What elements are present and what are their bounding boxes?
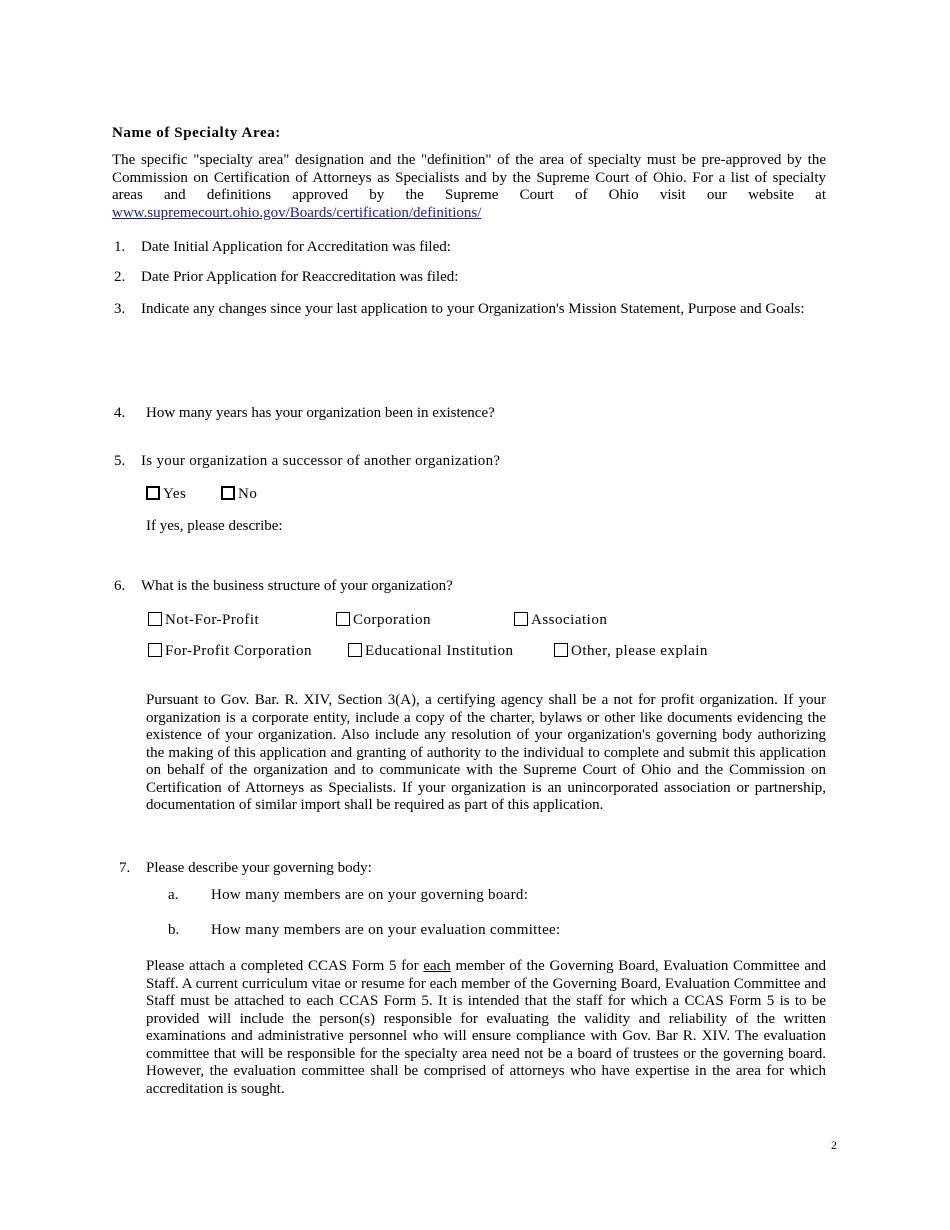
q5-no-label: No — [238, 486, 258, 502]
q5-number: 5. — [114, 453, 126, 469]
page-heading: Name of Specialty Area: — [112, 125, 281, 141]
q7-note-emphasis: each — [423, 958, 451, 974]
q6-option-forprofit[interactable] — [148, 643, 312, 661]
q7-number: 7. — [119, 860, 131, 876]
q6-number: 6. — [114, 578, 126, 594]
q1-text: Date Initial Application for Accreditation was filed: — [141, 239, 451, 255]
q6-option-association[interactable] — [514, 612, 607, 630]
page-number: 2 — [831, 1138, 837, 1152]
q4-number: 4. — [114, 405, 126, 421]
q5-no-option[interactable] — [221, 486, 257, 504]
q3-text: Indicate any changes since your last application to your Organization's Mission Statement, Purpose and Goals: — [141, 301, 805, 317]
q6-option-nonprofit[interactable] — [148, 612, 259, 630]
q7-note-post: member of the Governing Board, Evaluation Committee and Staff. A current curriculum vitae or resume for each member of the Governing Board, Evaluation Committee and Staff must be attached to each CCAS Form 5. It is intended that the staff for which a CCAS Form 5 is to be provided will include the person(s) responsible for evaluating the validity and reliability of the written examinations and administrative personnel who will ensure compliance with Gov. Bar R. XIV. The evaluation committee that will be responsible for the specialty area need not be a board of trustees or the governing board. However, the evaluation committee shall be comprised of attorneys who have expertise in the area for which accreditation is sought. — [146, 958, 826, 1097]
q1-number: 1. — [114, 239, 126, 255]
q6-option-other[interactable] — [554, 643, 708, 661]
q4-text: How many years has your organization been in existence? — [146, 405, 495, 421]
q5-no-checkbox[interactable] — [221, 486, 235, 500]
q2-number: 2. — [114, 269, 126, 285]
other-checkbox[interactable] — [554, 643, 568, 657]
intro-paragraph — [112, 152, 826, 222]
other-label: Other, please explain — [571, 643, 708, 659]
q6-option-corporation[interactable] — [336, 612, 431, 630]
association-label: Association — [531, 612, 608, 628]
q5-describe: If yes, please describe: — [146, 518, 283, 534]
nonprofit-label: Not-For-Profit — [165, 612, 260, 628]
definitions-link[interactable]: www.supremecourt.ohio.gov/Boards/certification/definitions/ — [112, 204, 482, 221]
q7a-label: a. — [168, 887, 179, 903]
q3-number: 3. — [114, 301, 126, 317]
educational-checkbox[interactable] — [348, 643, 362, 657]
q7-note-pre: Please attach a completed CCAS Form 5 for — [146, 958, 419, 974]
q7b-text: How many members are on your evaluation committee: — [211, 922, 561, 938]
q7-text: Please describe your governing body: — [146, 860, 372, 876]
intro-text: The specific "specialty area" designation and the "definition" of the area of specialty must be pre-approved by the Commission on Certification of Attorneys as Specialists and by the Supreme Court of Ohio. For a list of specialty areas and definitions approved by the Supreme Court of Ohio visit our website at — [112, 152, 826, 203]
q2-text: Date Prior Application for Reaccreditation was filed: — [141, 269, 459, 285]
corporation-label: Corporation — [353, 612, 431, 628]
q5-yes-label: Yes — [163, 486, 187, 502]
corporation-checkbox[interactable] — [336, 612, 350, 626]
forprofit-label: For-Profit Corporation — [165, 643, 312, 659]
nonprofit-checkbox[interactable] — [148, 612, 162, 626]
q5-yes-option[interactable] — [146, 486, 186, 504]
q6-text: What is the business structure of your organization? — [141, 578, 453, 594]
q7a-text: How many members are on your governing board: — [211, 887, 529, 903]
q5-yes-checkbox[interactable] — [146, 486, 160, 500]
q6-option-educational[interactable] — [348, 643, 514, 661]
educational-label: Educational Institution — [365, 643, 514, 659]
q7-note — [146, 958, 826, 1098]
q5-text: Is your organization a successor of another organization? — [141, 453, 501, 469]
association-checkbox[interactable] — [514, 612, 528, 626]
q6-note: Pursuant to Gov. Bar. R. XIV, Section 3(A), a certifying agency shall be a not for profit organization. If your organization is a corporate entity, include a copy of the charter, bylaws or other like documents evidencing the existence of your organization. Also include any resolution of your organization's governing body authorizing the making of this application and granting of authority to the individual to complete and submit this application on behalf of the organization and to communicate with the Supreme Court of Ohio and the Commission on Certification of Attorneys as Specialists. If your organization is an unincorporated association or partnership, documentation of similar import shall be required as part of this application. — [146, 692, 826, 813]
q7b-label: b. — [168, 922, 180, 938]
forprofit-checkbox[interactable] — [148, 643, 162, 657]
